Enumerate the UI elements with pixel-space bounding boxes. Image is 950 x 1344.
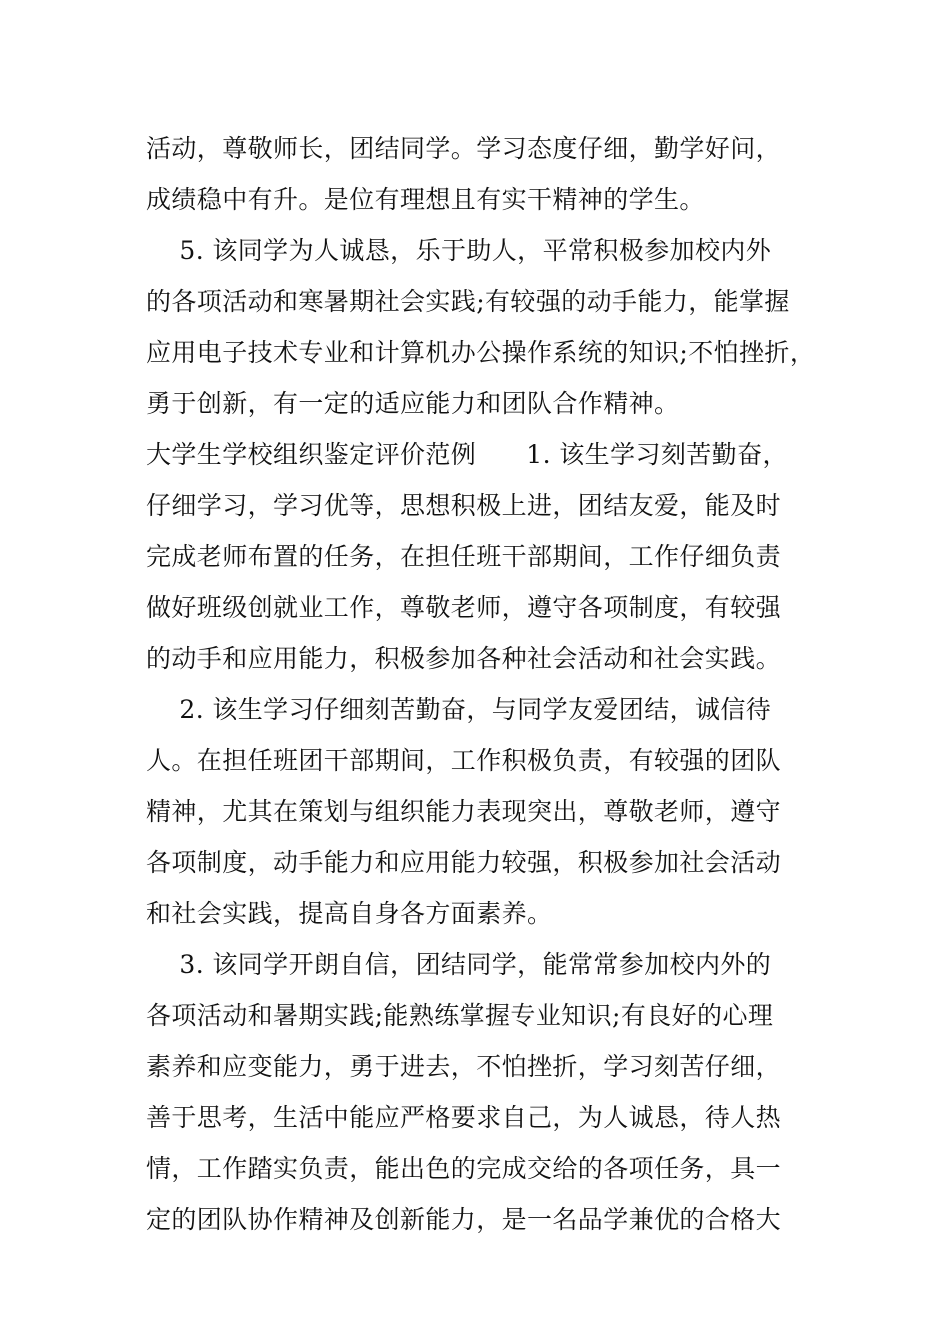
text-line: 仔细学习，学习优等，思想积极上进，团结友爱，能及时	[146, 491, 782, 520]
text-line: 3. 该同学开朗自信，团结同学，能常常参加校内外的	[146, 950, 772, 979]
text-line: 各项活动和暑期实践;能熟练掌握专业知识;有良好的心理	[146, 1001, 774, 1030]
text-line: 活动，尊敬师长，团结同学。学习态度仔细，勤学好问，	[146, 134, 782, 163]
section-heading-line: 大学生学校组织鉴定评价范例 1. 该生学习刻苦勤奋，	[146, 440, 788, 469]
text-line: 精神，尤其在策划与组织能力表现突出，尊敬老师，遵守	[146, 797, 782, 826]
document-body	[146, 123, 816, 1245]
text-line: 善于思考，生活中能应严格要求自己，为人诚恳，待人热	[146, 1103, 782, 1132]
text-line: 和社会实践，提高自身各方面素养。	[146, 899, 553, 928]
text-line: 人。在担任班团干部期间，工作积极负责，有较强的团队	[146, 746, 782, 775]
text-line: 2. 该生学习仔细刻苦勤奋，与同学友爱团结，诚信待	[146, 695, 772, 724]
text-line: 5. 该同学为人诚恳，乐于助人，平常积极参加校内外	[146, 236, 772, 265]
text-line: 定的团队协作精神及创新能力，是一名品学兼优的合格大	[146, 1205, 782, 1234]
text-line: 的动手和应用能力，积极参加各种社会活动和社会实践。	[146, 644, 782, 673]
text-line: 成绩稳中有升。是位有理想且有实干精神的学生。	[146, 185, 705, 214]
text-line: 勇于创新，有一定的适应能力和团队合作精神。	[146, 389, 680, 418]
text-line: 素养和应变能力，勇于进去，不怕挫折，学习刻苦仔细，	[146, 1052, 782, 1081]
text-line: 完成老师布置的任务，在担任班干部期间，工作仔细负责	[146, 542, 782, 571]
text-line: 情，工作踏实负责，能出色的完成交给的各项任务，具一	[146, 1154, 782, 1183]
text-line: 应用电子技术专业和计算机办公操作系统的知识;不怕挫折，	[146, 338, 816, 367]
text-line: 的各项活动和寒暑期社会实践;有较强的动手能力，能掌握	[146, 287, 790, 316]
text-line: 各项制度，动手能力和应用能力较强，积极参加社会活动	[146, 848, 782, 877]
text-line: 做好班级创就业工作，尊敬老师，遵守各项制度，有较强	[146, 593, 782, 622]
